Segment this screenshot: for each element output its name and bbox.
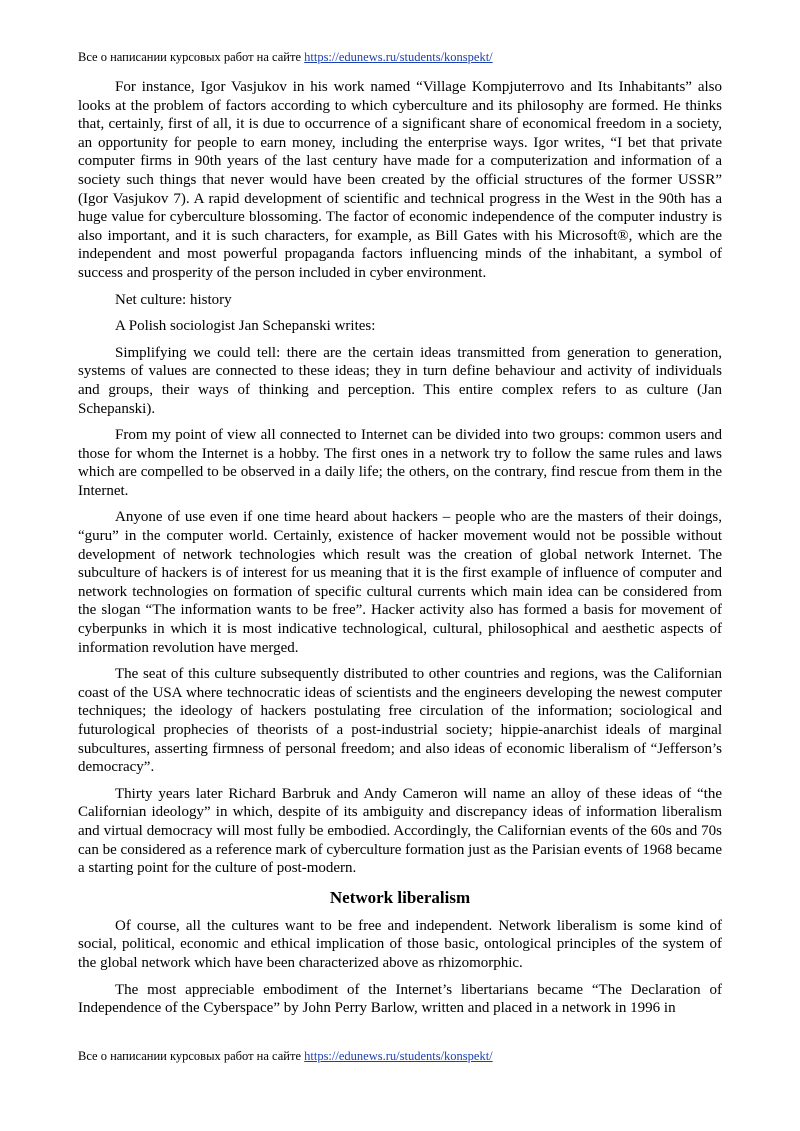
paragraph: Thirty years later Richard Barbruk and Andy Cameron will name an alloy of these ideas of “the Californian ideology” in which, despite of its ambiguity and discrepancy ideas of information liberalism and virtual democracy will most fully be embodied. Accordingly, the Californian events of the 60s and 70s can be considered as a reference mark of cyberculture formation just as the Parisian events of 1968 became a starting point for the culture of post-modern. bbox=[78, 785, 722, 877]
paragraph: Anyone of use even if one time heard about hackers – people who are the masters of their doings, “guru” in the computer world. Certainly, existence of hacker movement would not be possible without development of network technologies which result was the creation of global network Internet. The subculture of hackers is of interest for us meaning that it is the first example of influence of computer and network technologies on formation of specific cultural currents which main idea can be considered from the slogan “The information wants to be free”. Hacker activity also has formed a basis for movement of cyberpunks in which it is most indicative technological, cultural, philosophical and aesthetic aspects of information revolution have merged. bbox=[78, 509, 722, 656]
header-link[interactable]: https://edunews.ru/students/konspekt/ bbox=[304, 50, 493, 64]
paragraph: The most appreciable embodiment of the Internet’s libertarians became “The Declaration of Independence of the Cyberspace” by John Perry Barlow, written and placed in a network in 1996 in bbox=[78, 981, 722, 1017]
header-text: Все о написании курсовых работ на сайте bbox=[78, 50, 305, 64]
section-heading: Network liberalism bbox=[329, 887, 471, 907]
paragraph: The seat of this culture subsequently distributed to other countries and regions, was the Californian coast of the USA where technocratic ideas of scientists and the engineers developing the newest computer techniques; the ideology of hackers postulating free circulation of the information; sociological and futurological prophecies of theorists of a post-industrial society; hippie-anarchist ideals of marginal subcultures, asserting firmness of personal freedom; and also ideas of economic liberalism of “Jefferson’s democracy”. bbox=[78, 666, 722, 776]
document-body bbox=[78, 78, 722, 1026]
footer-link[interactable]: https://edunews.ru/students/konspekt/ bbox=[304, 1049, 493, 1063]
paragraph: From my point of view all connected to Internet can be divided into two groups: common users and those for whom the Internet is a hobby. The first ones in a network try to follow the same rules and laws which are compelled to be observed in a daily life; the others, on the contrary, find rescue from them in the Internet. bbox=[78, 427, 722, 499]
page-footer bbox=[78, 1048, 493, 1064]
paragraph: A Polish sociologist Jan Schepanski writes: bbox=[115, 318, 376, 335]
paragraph: Of course, all the cultures want to be free and independent. Network liberalism is some kind of social, political, economic and ethical implication of those basic, ontological principles of the system of the global network which have been characterized above as rhizomorphic. bbox=[78, 917, 722, 971]
footer-text: Все о написании курсовых работ на сайте bbox=[78, 1049, 305, 1063]
page-header bbox=[78, 49, 493, 65]
paragraph-subheading: Net culture: history bbox=[115, 291, 232, 308]
paragraph: For instance, Igor Vasjukov in his work named “Village Kompjuterrovo and Its Inhabitants” also looks at the problem of factors according to which cyberculture and its philosophy are formed. He thinks that, certainly, first of all, it is due to occurrence of a significant share of economical freedom in a society, an opportunity for people to earn money, including the enterprise ways. Igor writes, “I bet that private computer firms in 90th years of the last century have made for a computerization and information of a society such things that never would have been created by the official structures of the former USSR” (Igor Vasjukov 7). A rapid development of scientific and technical progress in the West in the 90th has a huge value for cyberculture blossoming. The factor of economic independence of the computer industry is also important, and it is such characters, for example, as Bill Gates with his Microsoft®, which are the independent and most powerful propaganda factors influencing minds of the inhabitant, a symbol of success and prosperity of the person included in cyber environment. bbox=[78, 79, 722, 281]
paragraph-quote: Simplifying we could tell: there are the certain ideas transmitted from generation to generation, systems of values are connected to these ideas; they in turn define behaviour and activity of individuals and groups, their ways of thinking and perception. This entire complex refers to as culture (Jan Schepanski). bbox=[78, 344, 722, 417]
